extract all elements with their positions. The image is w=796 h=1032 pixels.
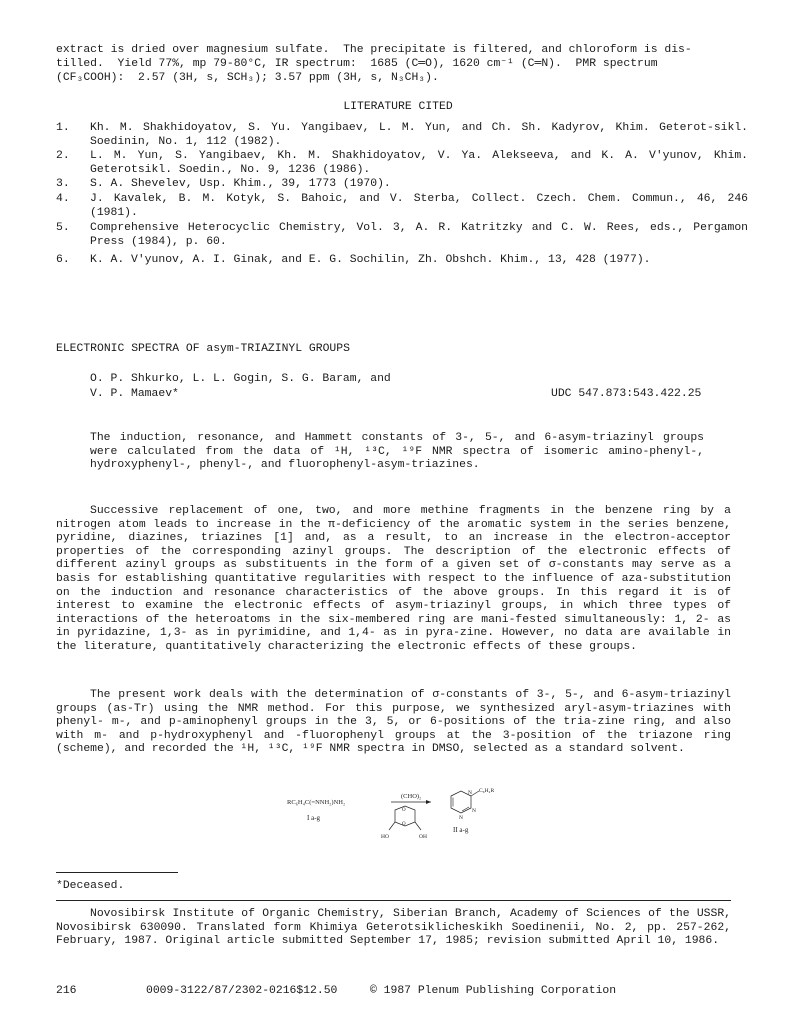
- reagent-label: (CHO)₂: [401, 793, 422, 800]
- reference-text: S. A. Shevelev, Usp. Khim., 39, 1773 (1970).: [90, 178, 391, 190]
- reference-item: [56, 193, 746, 221]
- triazine-n2: N: [472, 808, 476, 814]
- hydroxyl-left: HO: [381, 834, 389, 840]
- intro-line-2: tilled. Yield 77%, mp 79-80°C, IR spectrum: 1685 (C═O), 1620 cm⁻¹ (C═N). PMR spectrum: [56, 58, 658, 70]
- abstract: The induction, resonance, and Hammett constants of 3-, 5-, and 6-asym-triazinyl groups were calculated from the data of ¹H, ¹³C, ¹⁹F NMR spectra of isomeric amino-phenyl-, hydroxyphenyl-, phenyl-, and fluorophenyl-asym-triazines.: [90, 432, 704, 472]
- footnote-rule: [56, 872, 178, 873]
- footnote: *Deceased.: [56, 880, 125, 892]
- body-paragraph-2: The present work deals with the determination of σ-constants of 3-, 5-, and 6-asym-triazinyl groups (as-Tr) using the NMR method. For this purpose, we synthesized aryl-asym-triazines with phenyl- m-, and p-aminophenyl groups in the 3, 5, or 6-positions of the tria-zine ring, and also with m- and p-hydroxyphenyl and -fluorophenyl groups at the 3-position of the triazone ring (scheme), and recorded the ¹H, ¹³C, ¹⁹F NMR spectra in DMSO, selected as a standard solvent.: [56, 689, 731, 756]
- reactant-formula: RC₆H₄C(=NNH₂)NH₂: [287, 799, 346, 806]
- affiliation-rule: [56, 900, 731, 901]
- intro-line-1: extract is dried over magnesium sulfate. The precipitate is filtered, and chloroform is dis-: [56, 44, 692, 56]
- reference-number: 2.: [56, 150, 70, 162]
- reference-text: J. Kavalek, B. M. Kotyk, S. Bahoic, and V. Sterba, Collect. Czech. Chem. Commun., 46, 246 (1981).: [90, 193, 748, 219]
- reference-number: 4.: [56, 193, 70, 205]
- product-label: II a-g: [453, 826, 469, 834]
- reference-item: [56, 122, 746, 150]
- hydroxyl-right: OH: [419, 834, 427, 840]
- reference-number: 3.: [56, 178, 70, 190]
- body-paragraph-1: Successive replacement of one, two, and more methine fragments in the benzene ring by a nitrogen atom leads to increase in the π-deficiency of the aromatic system in the series benzene, pyridine, diazines, triazines [1] and, as a result, to an increase in the electron-acceptor properties of the corresponding azinyl groups. The description of the electronic effects of different azinyl groups as substituents in the form of a given set of σ-constants may serve as a basis for establishing quantitative regularities with respect to the influence of aza-substitution on the induction and resonance characteristics of the above groups. In this regard it is of interest to examine the electronic effects of asym-triazinyl groups, in which three types of interactions of the heteroatoms in the six-membered ring are mani-fested simultaneously: 1, 2- as in pyridazine, 1,3- as in pyrimidine, and 1,4- as in pyra-zine. However, no data are available in the literature, quantitatively characterizing the electronic effects of these groups.: [56, 505, 731, 653]
- reaction-scheme: [285, 784, 495, 854]
- literature-heading: LITERATURE CITED: [343, 101, 453, 113]
- reference-number: 1.: [56, 122, 70, 134]
- reference-item: [56, 150, 746, 178]
- reaction-scheme-drawing: [285, 784, 495, 854]
- product-substituent: C₆H₄R: [479, 788, 495, 794]
- copyright: © 1987 Plenum Publishing Corporation: [370, 985, 617, 997]
- reference-item: [56, 178, 746, 192]
- authors-line-2: V. P. Mamaev*: [90, 388, 179, 400]
- reference-number: 6.: [56, 254, 70, 266]
- reference-text: L. M. Yun, S. Yangibaev, Kh. M. Shakhidoyatov, V. Ya. Alekseeva, and K. A. V'yunov, Khim. Geterotsikl. Soedin., No. 9, 1236 (1986).: [90, 150, 748, 176]
- reference-text: Comprehensive Heterocyclic Chemistry, Vol. 3, A. R. Katritzky and C. W. Rees, eds., Pergamon Press (1984), p. 60.: [90, 222, 748, 248]
- affiliation: Novosibirsk Institute of Organic Chemistry, Siberian Branch, Academy of Sciences of the USSR, Novosibirsk 630090. Translated form Khimiya Geterotsiklicheskikh Soedinenii, No. 2, pp. 257-262, February, 1987. Original article submitted September 17, 1985; revision submitted April 10, 1986.: [56, 908, 731, 948]
- svg-text:O: O: [402, 822, 406, 827]
- arrow-head-icon: [426, 800, 431, 804]
- article-title: ELECTRONIC SPECTRA OF asym-TRIAZINYL GROUPS: [56, 343, 350, 355]
- triazine-n3: N: [459, 815, 463, 821]
- triazine-n1: N: [468, 790, 472, 796]
- reference-text: Kh. M. Shakhidoyatov, S. Yu. Yangibaev, L. M. Yun, and Ch. Sh. Kadyrov, Khim. Geterot-sikl. Soedinin, No. 1, 112 (1982).: [90, 122, 748, 148]
- reference-item: [56, 254, 746, 268]
- reactant-label: I a-g: [307, 814, 321, 822]
- reference-number: 5.: [56, 222, 70, 234]
- reference-text: K. A. V'yunov, A. I. Ginak, and E. G. Sochilin, Zh. Obshch. Khim., 13, 428 (1977).: [90, 254, 651, 266]
- svg-text:O: O: [402, 808, 406, 813]
- intro-line-3: (CF₃COOH): 2.57 (3H, s, SCH₃); 3.57 ppm (3H, s, N₃CH₃).: [56, 72, 439, 84]
- journal-code: 0009-3122/87/2302-0216$12.50: [146, 985, 338, 997]
- authors-line-1: O. P. Shkurko, L. L. Gogin, S. G. Baram, and: [90, 373, 391, 385]
- reference-item: [56, 222, 746, 250]
- page-number: 216: [56, 985, 77, 997]
- udc-code: UDC 547.873:543.422.25: [551, 388, 702, 400]
